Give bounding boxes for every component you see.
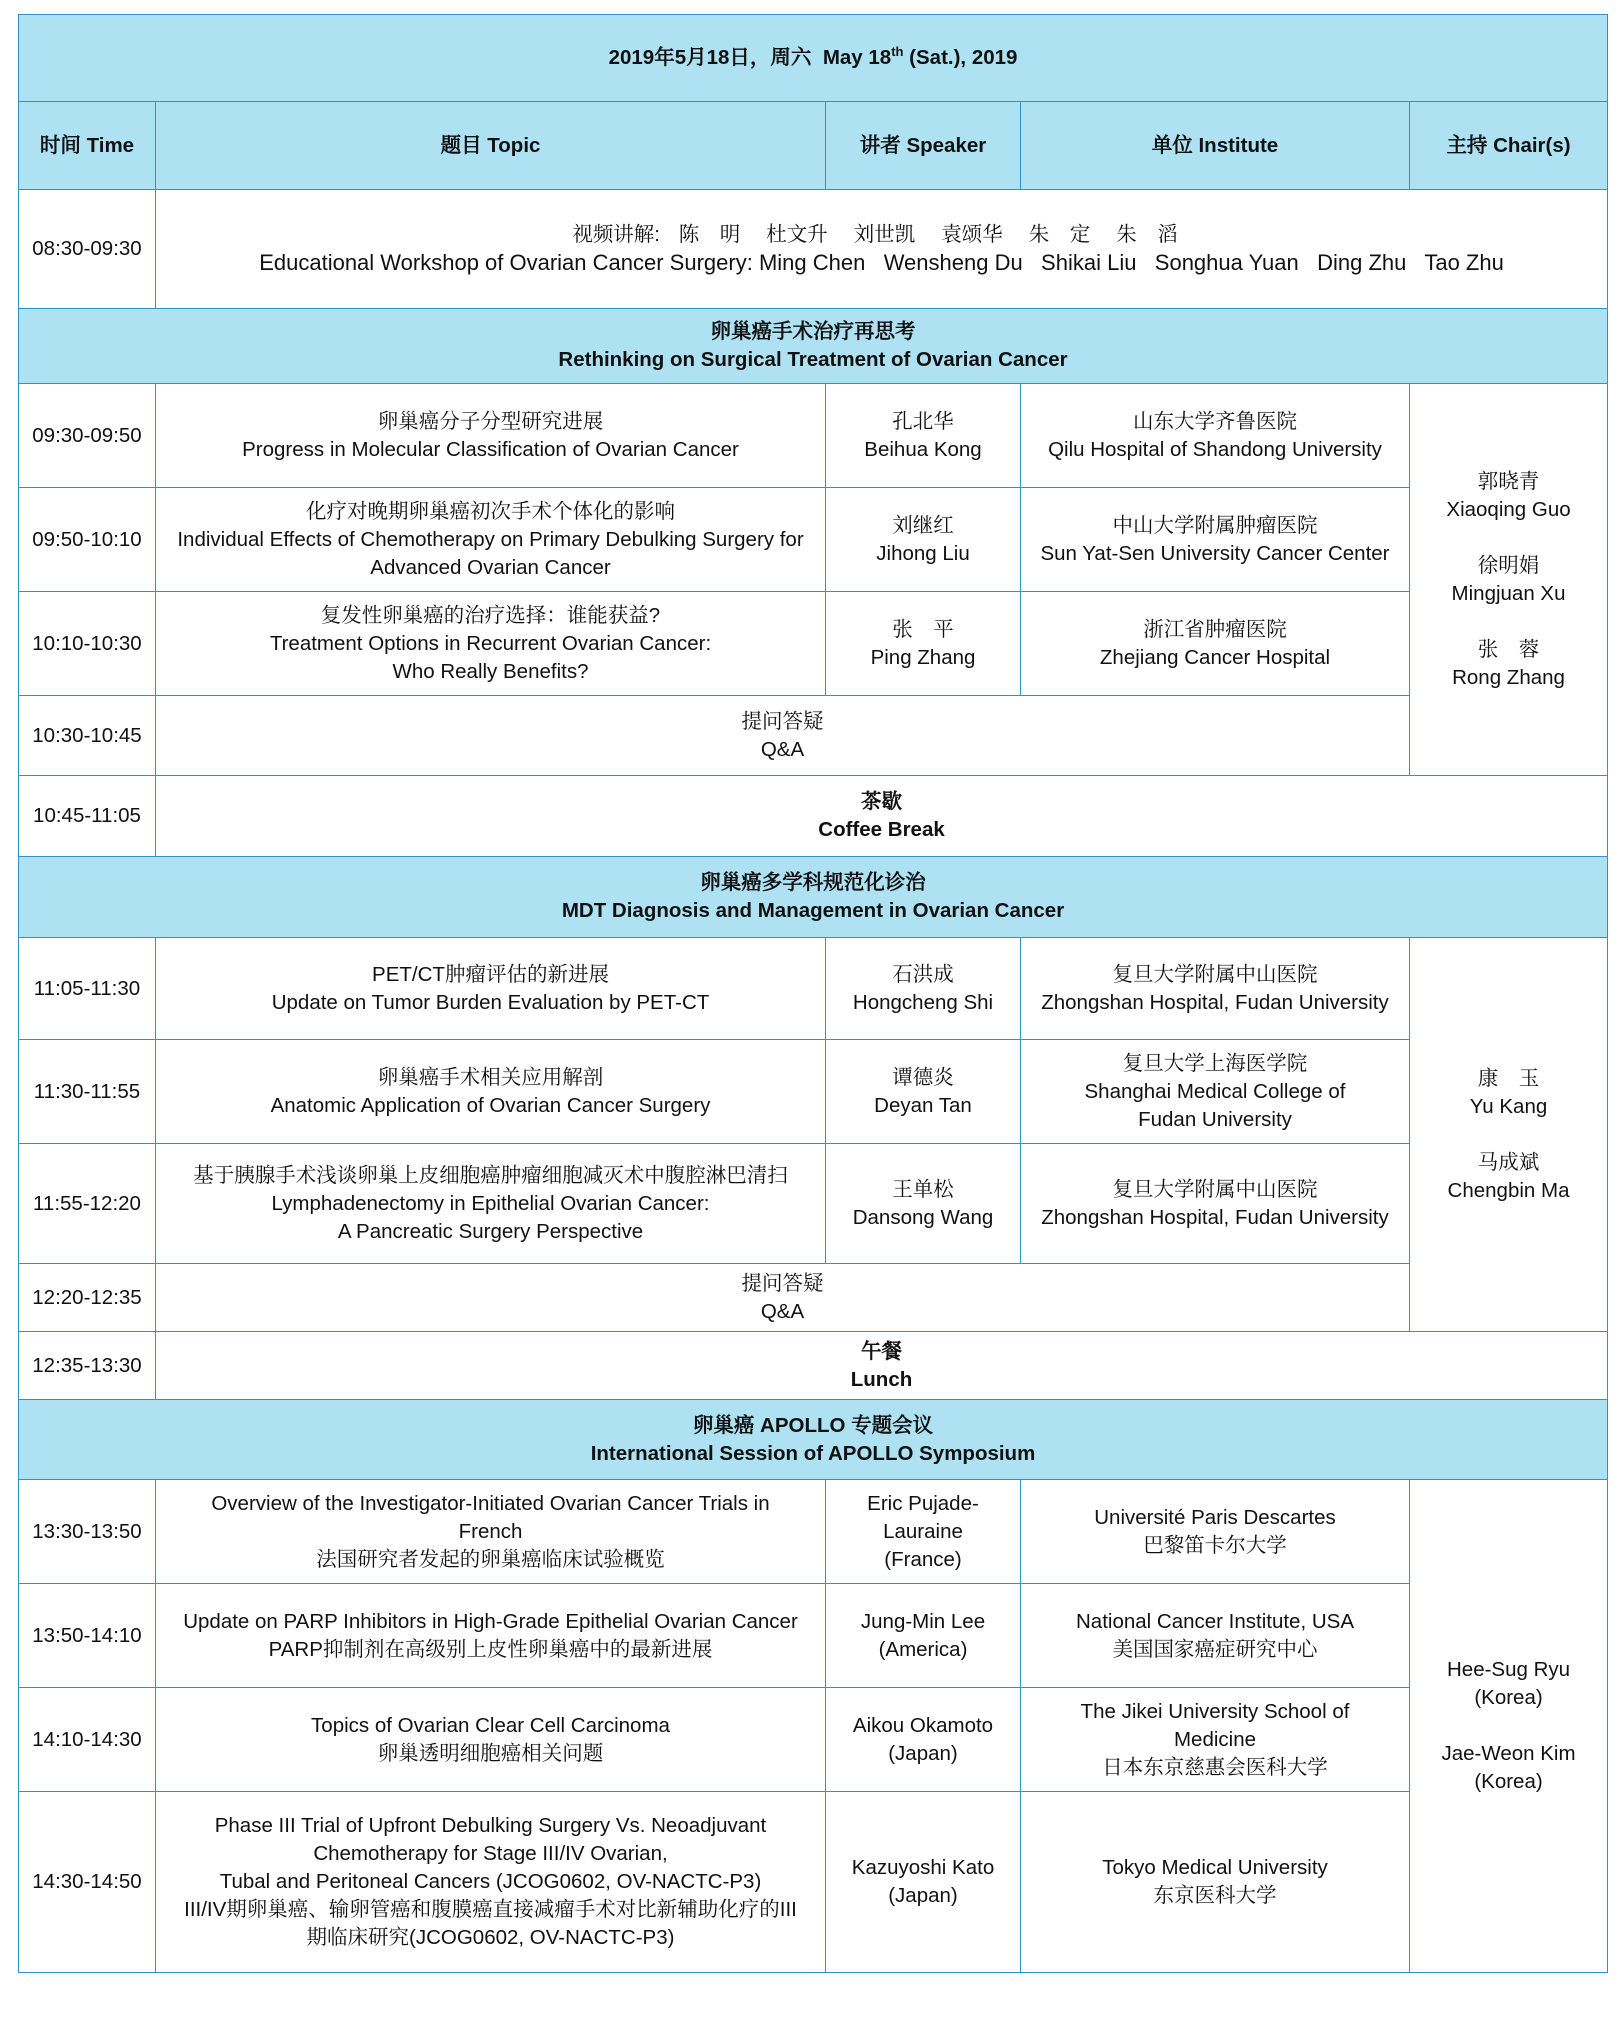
break-row xyxy=(19,1332,1608,1400)
workshop-zh xyxy=(160,221,1603,249)
qa-en: Q&A xyxy=(760,737,805,761)
table-row xyxy=(19,488,1608,592)
chair-country: (Korea) xyxy=(1474,1770,1543,1793)
speaker-cell xyxy=(826,1688,1021,1792)
table-row xyxy=(19,1584,1608,1688)
topic-zh: 卵巢癌手术相关应用解剖 xyxy=(377,1065,604,1089)
institute-cell xyxy=(1021,1584,1410,1688)
chair-zh: 康 玉 xyxy=(1477,1066,1540,1090)
time-cell: 09:30-09:50 xyxy=(19,384,156,488)
section-title xyxy=(19,1400,1608,1480)
speaker-en: Hongcheng Shi xyxy=(852,990,994,1014)
topic-zh: III/IV期卵巢癌、输卵管癌和腹膜癌直接减瘤手术对比新辅助化疗的III xyxy=(184,1898,797,1921)
topic-en: Overview of the Investigator-Initiated Ovarian Cancer Trials in xyxy=(211,1491,770,1515)
institute-zh: 山东大学齐鲁医院 xyxy=(1133,409,1297,433)
time-cell: 10:45-11:05 xyxy=(19,776,156,857)
date-en: May 18 xyxy=(822,46,892,69)
topic-zh: 期临床研究(JCOG0602, OV-NACTC-P3) xyxy=(306,1926,675,1949)
section-title xyxy=(19,309,1608,384)
break-en: Coffee Break xyxy=(818,818,945,841)
institute-zh: 复旦大学附属中山医院 xyxy=(1112,1177,1318,1201)
workshop-cell xyxy=(156,190,1608,309)
section-title-zh: 卵巢癌 APOLLO 专题会议 xyxy=(692,1413,934,1437)
workshop-en xyxy=(160,249,1603,277)
topic-en: Chemotherapy for Stage III/IV Ovarian, xyxy=(313,1842,668,1865)
topic-zh: 基于胰腺手术浅谈卵巢上皮细胞癌肿瘤细胞减灭术中腹腔淋巴清扫 xyxy=(193,1163,788,1187)
institute-en: Sun Yat-Sen University Cancer Center xyxy=(1040,541,1390,565)
time-cell: 14:10-14:30 xyxy=(19,1688,156,1792)
chair-cell xyxy=(1410,938,1608,1332)
chair-zh: 徐明娟 xyxy=(1477,553,1540,577)
institute-zh: 复旦大学上海医学院 xyxy=(1122,1051,1308,1075)
topic-en: Update on PARP Inhibitors in High-Grade Epithelial Ovarian Cancer xyxy=(183,1609,798,1633)
time-cell: 10:30-10:45 xyxy=(19,696,156,776)
qa-row xyxy=(19,1264,1608,1332)
section-header xyxy=(19,309,1608,384)
topic-en: Update on Tumor Burden Evaluation by PET-CT xyxy=(271,990,710,1014)
institute-zh: 复旦大学附属中山医院 xyxy=(1112,962,1318,986)
chair-zh: 马成斌 xyxy=(1477,1150,1540,1174)
workshop-label-en: Educational Workshop of Ovarian Cancer Surgery: xyxy=(259,250,753,275)
institute-zh: 浙江省肿瘤医院 xyxy=(1143,617,1287,641)
topic-zh: 化疗对晚期卵巢癌初次手术个体化的影响 xyxy=(306,499,675,523)
time-cell: 12:35-13:30 xyxy=(19,1332,156,1400)
speaker-en: Beihua Kong xyxy=(864,437,982,461)
time-cell: 11:05-11:30 xyxy=(19,938,156,1040)
table-row xyxy=(19,384,1608,488)
speaker-en: Aikou Okamoto xyxy=(852,1713,994,1737)
speaker-zh: 刘继红 xyxy=(892,513,954,537)
header-row xyxy=(19,102,1608,190)
time-cell: 12:20-12:35 xyxy=(19,1264,156,1332)
institute-en: Medicine xyxy=(1173,1727,1257,1751)
topic-zh: PARP抑制剂在高级别上皮性卵巢癌中的最新进展 xyxy=(268,1637,713,1661)
topic-zh: 复发性卵巢癌的治疗选择：谁能获益? xyxy=(320,603,661,627)
table-row xyxy=(19,938,1608,1040)
institute-zh: 中山大学附属肿瘤医院 xyxy=(1112,513,1318,537)
break-zh: 茶歇 xyxy=(861,790,903,813)
topic-en: Who Really Benefits? xyxy=(392,659,589,683)
topic-zh: 法国研究者发起的卵巢癌临床试验概览 xyxy=(316,1547,665,1571)
table-row xyxy=(19,1480,1608,1584)
institute-en: Qilu Hospital of Shandong University xyxy=(1048,437,1382,461)
topic-zh: 卵巢透明细胞癌相关问题 xyxy=(377,1741,604,1765)
section-title-en: MDT Diagnosis and Management in Ovarian Cancer xyxy=(561,899,1065,922)
qa-row xyxy=(19,696,1608,776)
table-row xyxy=(19,592,1608,696)
speaker-en: Deyan Tan xyxy=(874,1093,972,1117)
institute-en: Zhejiang Cancer Hospital xyxy=(1099,645,1331,669)
workshop-name-en: Wensheng Du xyxy=(883,250,1023,275)
workshop-name-zh: 朱 滔 xyxy=(1116,223,1178,246)
topic-en: Anatomic Application of Ovarian Cancer Surgery xyxy=(270,1093,711,1117)
institute-cell xyxy=(1021,938,1410,1040)
institute-en: Shanghai Medical College of xyxy=(1084,1079,1346,1103)
qa-zh: 提问答疑 xyxy=(741,1271,824,1295)
chair-zh: 郭晓青 xyxy=(1477,469,1540,493)
break-cell xyxy=(156,776,1608,857)
section-title-en: Rethinking on Surgical Treatment of Ovarian Cancer xyxy=(558,348,1068,371)
workshop-name-en: Songhua Yuan xyxy=(1154,250,1299,275)
topic-cell xyxy=(156,488,826,592)
time-cell: 11:30-11:55 xyxy=(19,1040,156,1144)
chair-en: Chengbin Ma xyxy=(1447,1178,1570,1202)
break-en: Lunch xyxy=(850,1367,913,1391)
time-cell: 13:50-14:10 xyxy=(19,1584,156,1688)
qa-zh: 提问答疑 xyxy=(741,709,824,733)
speaker-cell xyxy=(826,1584,1021,1688)
chair-country: (Korea) xyxy=(1474,1686,1543,1709)
speaker-country: (France) xyxy=(884,1547,962,1571)
topic-zh: PET/CT肿瘤评估的新进展 xyxy=(372,962,609,986)
header-chair: 主持 Chair(s) xyxy=(1410,102,1608,190)
table-row xyxy=(19,1040,1608,1144)
chair-en: Rong Zhang xyxy=(1452,665,1565,689)
topic-en: Phase III Trial of Upfront Debulking Surgery Vs. Neoadjuvant xyxy=(214,1814,767,1837)
workshop-name-zh: 刘世凯 xyxy=(853,223,916,246)
institute-en: Tokyo Medical University xyxy=(1102,1856,1328,1879)
date-zh: 2019年5月18日，周六 xyxy=(608,46,812,69)
speaker-en: Eric Pujade- xyxy=(867,1491,979,1515)
schedule-table xyxy=(18,14,1608,1973)
speaker-en: Dansong Wang xyxy=(852,1205,994,1229)
chair-en: Jae-Weon Kim xyxy=(1441,1742,1576,1765)
speaker-cell xyxy=(826,488,1021,592)
topic-zh: 卵巢癌分子分型研究进展 xyxy=(377,409,604,433)
break-zh: 午餐 xyxy=(861,1339,903,1363)
workshop-name-en: Shikai Liu xyxy=(1041,250,1137,275)
time-cell: 14:30-14:50 xyxy=(19,1792,156,1973)
institute-zh: 东京医科大学 xyxy=(1153,1884,1277,1907)
date-en-post: (Sat.), 2019 xyxy=(903,46,1018,69)
chair-en: Yu Kang xyxy=(1469,1094,1548,1118)
qa-en: Q&A xyxy=(760,1299,805,1323)
institute-cell xyxy=(1021,592,1410,696)
institute-en: Université Paris Descartes xyxy=(1094,1505,1336,1529)
speaker-cell xyxy=(826,592,1021,696)
topic-cell xyxy=(156,1480,826,1584)
institute-cell xyxy=(1021,1688,1410,1792)
time-cell: 13:30-13:50 xyxy=(19,1480,156,1584)
topic-cell xyxy=(156,1144,826,1264)
chair-en: Mingjuan Xu xyxy=(1451,581,1566,605)
speaker-country: (America) xyxy=(878,1637,968,1661)
workshop-name-zh: 袁颂华 xyxy=(941,223,1003,246)
speaker-zh: 孔北华 xyxy=(892,409,954,433)
institute-cell xyxy=(1021,1480,1410,1584)
speaker-cell xyxy=(826,1480,1021,1584)
institute-cell xyxy=(1021,1040,1410,1144)
institute-en: Zhongshan Hospital, Fudan University xyxy=(1041,990,1389,1014)
topic-en: French xyxy=(458,1519,523,1543)
institute-cell xyxy=(1021,384,1410,488)
topic-cell xyxy=(156,384,826,488)
topic-cell xyxy=(156,1040,826,1144)
chair-cell xyxy=(1410,384,1608,776)
speaker-en: Jihong Liu xyxy=(876,541,970,565)
chair-zh: 张 蓉 xyxy=(1477,637,1540,661)
workshop-name-zh: 朱 定 xyxy=(1028,223,1091,246)
date-sup: th xyxy=(891,44,904,60)
time-cell: 08:30-09:30 xyxy=(19,190,156,309)
institute-en: Fudan University xyxy=(1138,1107,1292,1131)
workshop-name-en: Tao Zhu xyxy=(1424,250,1504,275)
topic-en: Tubal and Peritoneal Cancers (JCOG0602, OV-NACTC-P3) xyxy=(219,1870,762,1893)
table-row xyxy=(19,1792,1608,1973)
topic-cell xyxy=(156,1688,826,1792)
institute-cell xyxy=(1021,488,1410,592)
workshop-name-en: Ming Chen xyxy=(758,250,866,275)
institute-cell xyxy=(1021,1144,1410,1264)
speaker-en: Kazuyoshi Kato xyxy=(851,1856,995,1879)
section-header xyxy=(19,857,1608,938)
time-cell: 09:50-10:10 xyxy=(19,488,156,592)
speaker-zh: 谭德炎 xyxy=(892,1065,954,1089)
speaker-cell xyxy=(826,384,1021,488)
header-institute: 单位 Institute xyxy=(1021,102,1410,190)
header-speaker: 讲者 Speaker xyxy=(826,102,1021,190)
speaker-cell xyxy=(826,1144,1021,1264)
workshop-name-zh: 杜文升 xyxy=(766,223,828,246)
chair-en: Hee-Sug Ryu xyxy=(1446,1658,1571,1681)
qa-cell xyxy=(156,1264,1410,1332)
break-cell xyxy=(156,1332,1608,1400)
speaker-cell xyxy=(826,938,1021,1040)
speaker-zh: 王单松 xyxy=(892,1177,954,1201)
topic-cell xyxy=(156,1792,826,1973)
section-title xyxy=(19,857,1608,938)
institute-zh: 日本东京慈惠会医科大学 xyxy=(1102,1755,1328,1779)
topic-cell xyxy=(156,938,826,1040)
topic-en: Advanced Ovarian Cancer xyxy=(370,555,611,579)
institute-zh: 美国国家癌症研究中心 xyxy=(1112,1637,1318,1661)
header-time: 时间 Time xyxy=(19,102,156,190)
topic-en: Treatment Options in Recurrent Ovarian Cancer: xyxy=(269,631,712,655)
chair-cell xyxy=(1410,1480,1608,1973)
speaker-cell xyxy=(826,1792,1021,1973)
topic-en: Lymphadenectomy in Epithelial Ovarian Cancer: xyxy=(271,1191,710,1215)
topic-en: Individual Effects of Chemotherapy on Primary Debulking Surgery for xyxy=(177,527,804,551)
break-row xyxy=(19,776,1608,857)
speaker-en: Jung-Min Lee xyxy=(860,1609,986,1633)
header-topic: 题目 Topic xyxy=(156,102,826,190)
time-cell: 10:10-10:30 xyxy=(19,592,156,696)
institute-cell xyxy=(1021,1792,1410,1973)
institute-en: The Jikei University School of xyxy=(1080,1699,1350,1723)
workshop-label-zh: 视频讲解: xyxy=(572,223,661,246)
institute-en: National Cancer Institute, USA xyxy=(1075,1609,1355,1633)
speaker-zh: 张 平 xyxy=(892,617,954,641)
workshop-name-zh: 陈 明 xyxy=(678,223,741,246)
speaker-en: Ping Zhang xyxy=(870,645,976,669)
time-cell: 11:55-12:20 xyxy=(19,1144,156,1264)
section-title-en: International Session of APOLLO Symposium xyxy=(590,1441,1036,1465)
topic-en: Topics of Ovarian Clear Cell Carcinoma xyxy=(311,1713,670,1737)
table-row xyxy=(19,1144,1608,1264)
section-title-zh: 卵巢癌多学科规范化诊治 xyxy=(700,871,926,894)
topic-cell xyxy=(156,592,826,696)
section-header xyxy=(19,1400,1608,1480)
workshop-row xyxy=(19,190,1608,309)
speaker-en: Lauraine xyxy=(883,1519,963,1543)
qa-cell xyxy=(156,696,1410,776)
page-title xyxy=(19,15,1608,102)
institute-zh: 巴黎笛卡尔大学 xyxy=(1143,1533,1287,1557)
table-row xyxy=(19,1688,1608,1792)
topic-en: A Pancreatic Surgery Perspective xyxy=(337,1219,644,1243)
chair-en: Xiaoqing Guo xyxy=(1446,497,1571,521)
title-row xyxy=(19,15,1608,102)
speaker-cell xyxy=(826,1040,1021,1144)
speaker-zh: 石洪成 xyxy=(892,962,954,986)
workshop-name-en: Ding Zhu xyxy=(1317,250,1407,275)
speaker-country: (Japan) xyxy=(888,1884,958,1907)
institute-en: Zhongshan Hospital, Fudan University xyxy=(1041,1205,1389,1229)
speaker-country: (Japan) xyxy=(888,1741,958,1765)
topic-cell xyxy=(156,1584,826,1688)
topic-en: Progress in Molecular Classification of Ovarian Cancer xyxy=(242,437,739,461)
section-title-zh: 卵巢癌手术治疗再思考 xyxy=(710,320,916,343)
